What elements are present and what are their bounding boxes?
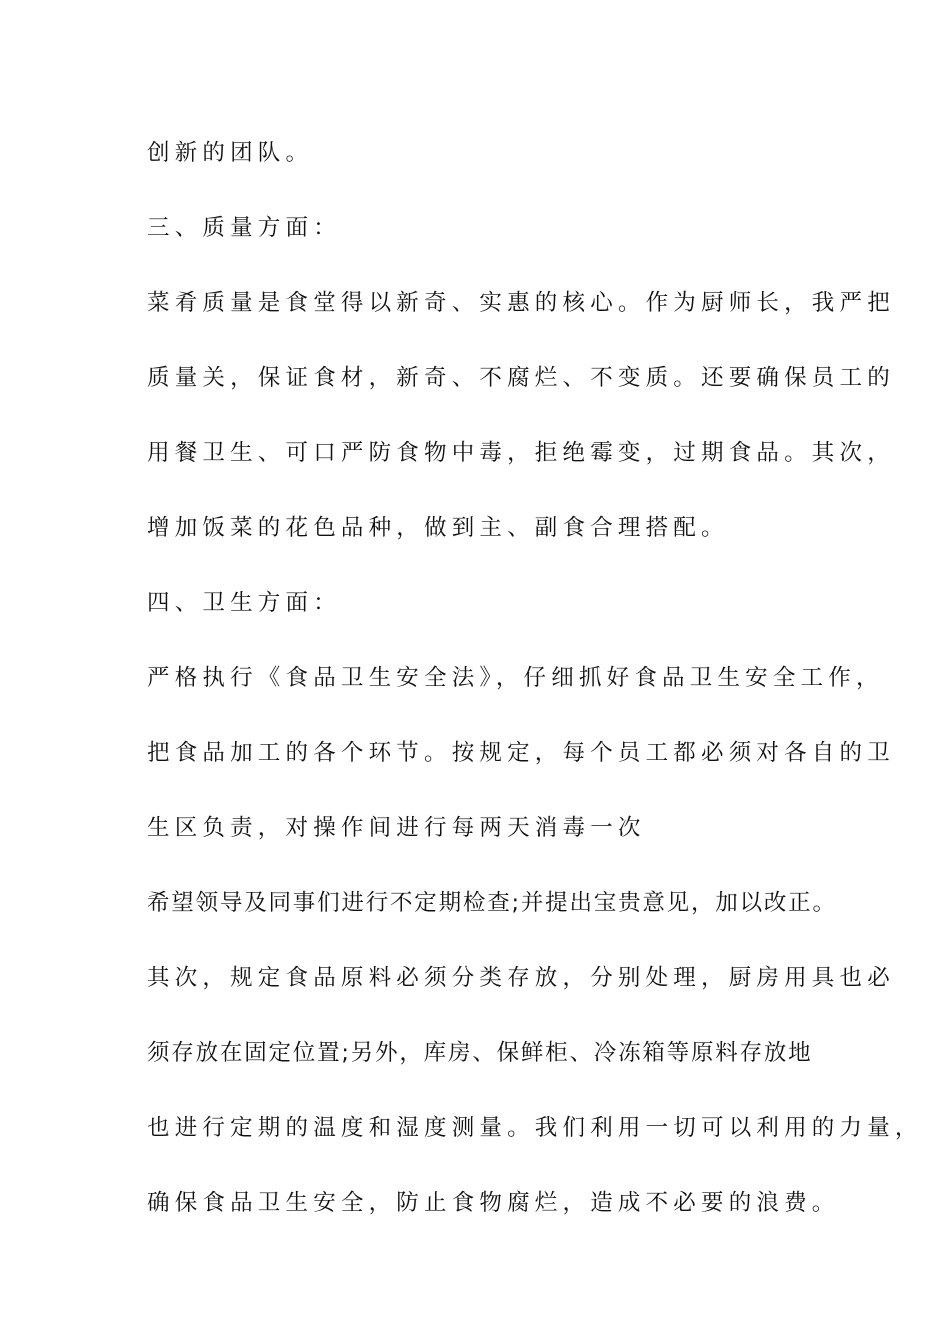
text-line: 严格执行《食品卫生安全法》，仔细抓好食品卫生安全工作， [147, 665, 884, 691]
text-line: 创新的团队。 [147, 140, 314, 166]
text-line: 生区负责，对操作间进行每两天消毒一次 [147, 815, 646, 841]
text-line: 希望领导及同事们进行不定期检查;并提出宝贵意见，加以改正。 [147, 890, 837, 916]
text-line: 其次，规定食品原料必须分类存放，分别处理，厨房用具也必 [147, 965, 895, 991]
text-line: 用餐卫生、可口严防食物中毒，拒绝霉变，过期食品。其次， [147, 440, 895, 466]
section-heading-hygiene: 四、卫生方面： [147, 590, 341, 616]
text-line: 质量关，保证食材，新奇、不腐烂、不变质。还要确保员工的 [147, 365, 895, 391]
text-line: 确保食品卫生安全，防止食物腐烂，造成不必要的浪费。 [147, 1190, 840, 1216]
text-line: 把食品加工的各个环节。按规定，每个员工都必须对各自的卫 [147, 740, 895, 766]
text-line: 也进行定期的温度和湿度测量。我们利用一切可以利用的力量， [147, 1115, 923, 1141]
text-line: 增加饭菜的花色品种，做到主、副食合理搭配。 [147, 515, 729, 541]
section-heading-quality: 三、质量方面： [147, 215, 341, 241]
text-line: 菜肴质量是食堂得以新奇、实惠的核心。作为厨师长，我严把 [147, 290, 895, 316]
text-line: 须存放在固定位置;另外，库房、保鲜柜、冷冻箱等原料存放地 [147, 1040, 813, 1066]
